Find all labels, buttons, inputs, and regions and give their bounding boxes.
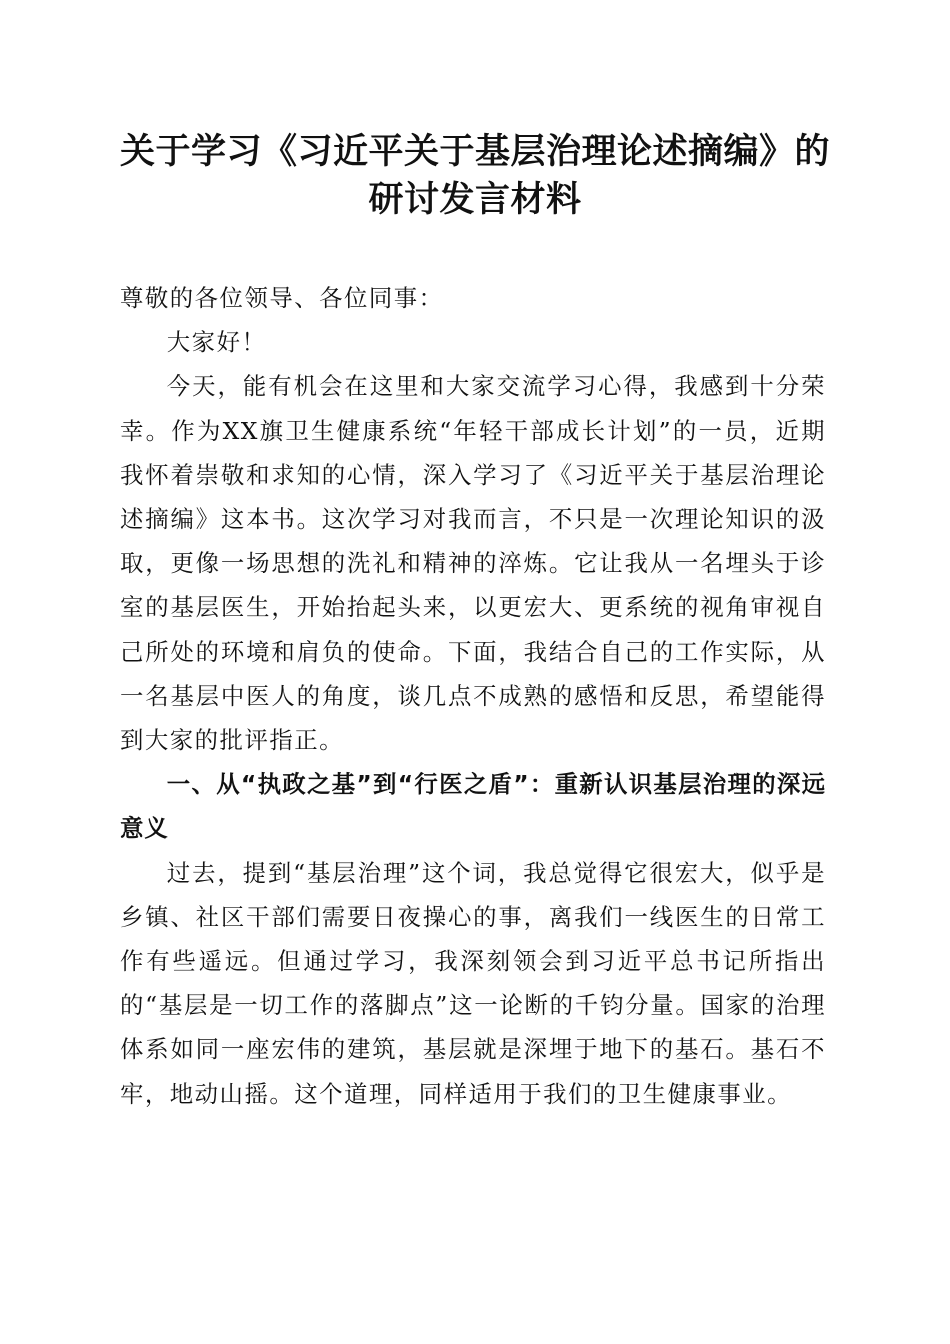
salutation: 尊敬的各位领导、各位同事：: [120, 284, 444, 312]
title-line-2: 研讨发言材料: [368, 179, 582, 220]
intro-paragraph: 今天，能有机会在这里和大家交流学习心得，我感到十分荣幸。作为XX旗卫生健康系统“年轻干部成长计划”的一员，近期我怀着崇敬和求知的心情，深入学习了《习近平关于基层治理论述摘编》这本书。这次学习对我而言，不只是一次理论知识的汲取，更像一场思想的洗礼和精神的淬炼。它让我从一名埋头于诊室的基层医生，开始抬起头来，以更宏大、更系统的视角审视自己所处的环境和肩负的使命。下面，我结合自己的工作实际，从一名基层中医人的角度，谈几点不成熟的感悟和反思，希望能得到大家的批评指正。: [120, 372, 826, 755]
section-1-paragraph: 过去，提到“基层治理”这个词，我总觉得它很宏大，似乎是乡镇、社区干部们需要日夜操心的事，离我们一线医生的日常工作有些遥远。但通过学习，我深刻领会到习近平总书记所指出的“基层是一切工作的落脚点”这一论断的千钧分量。国家的治理体系如同一座宏伟的建筑，基层就是深埋于地下的基石。基石不牢，地动山摇。这个道理，同样适用于我们的卫生健康事业。: [120, 858, 826, 1108]
document-body: [120, 276, 826, 1116]
section-heading-1: 一、从“执政之基”到“行医之盾”：重新认识基层治理的深远意义: [120, 770, 826, 843]
document-title: [100, 128, 850, 224]
greeting: 大家好！: [166, 328, 267, 357]
title-line-1: 关于学习《习近平关于基层治理论述摘编》的: [119, 131, 830, 172]
